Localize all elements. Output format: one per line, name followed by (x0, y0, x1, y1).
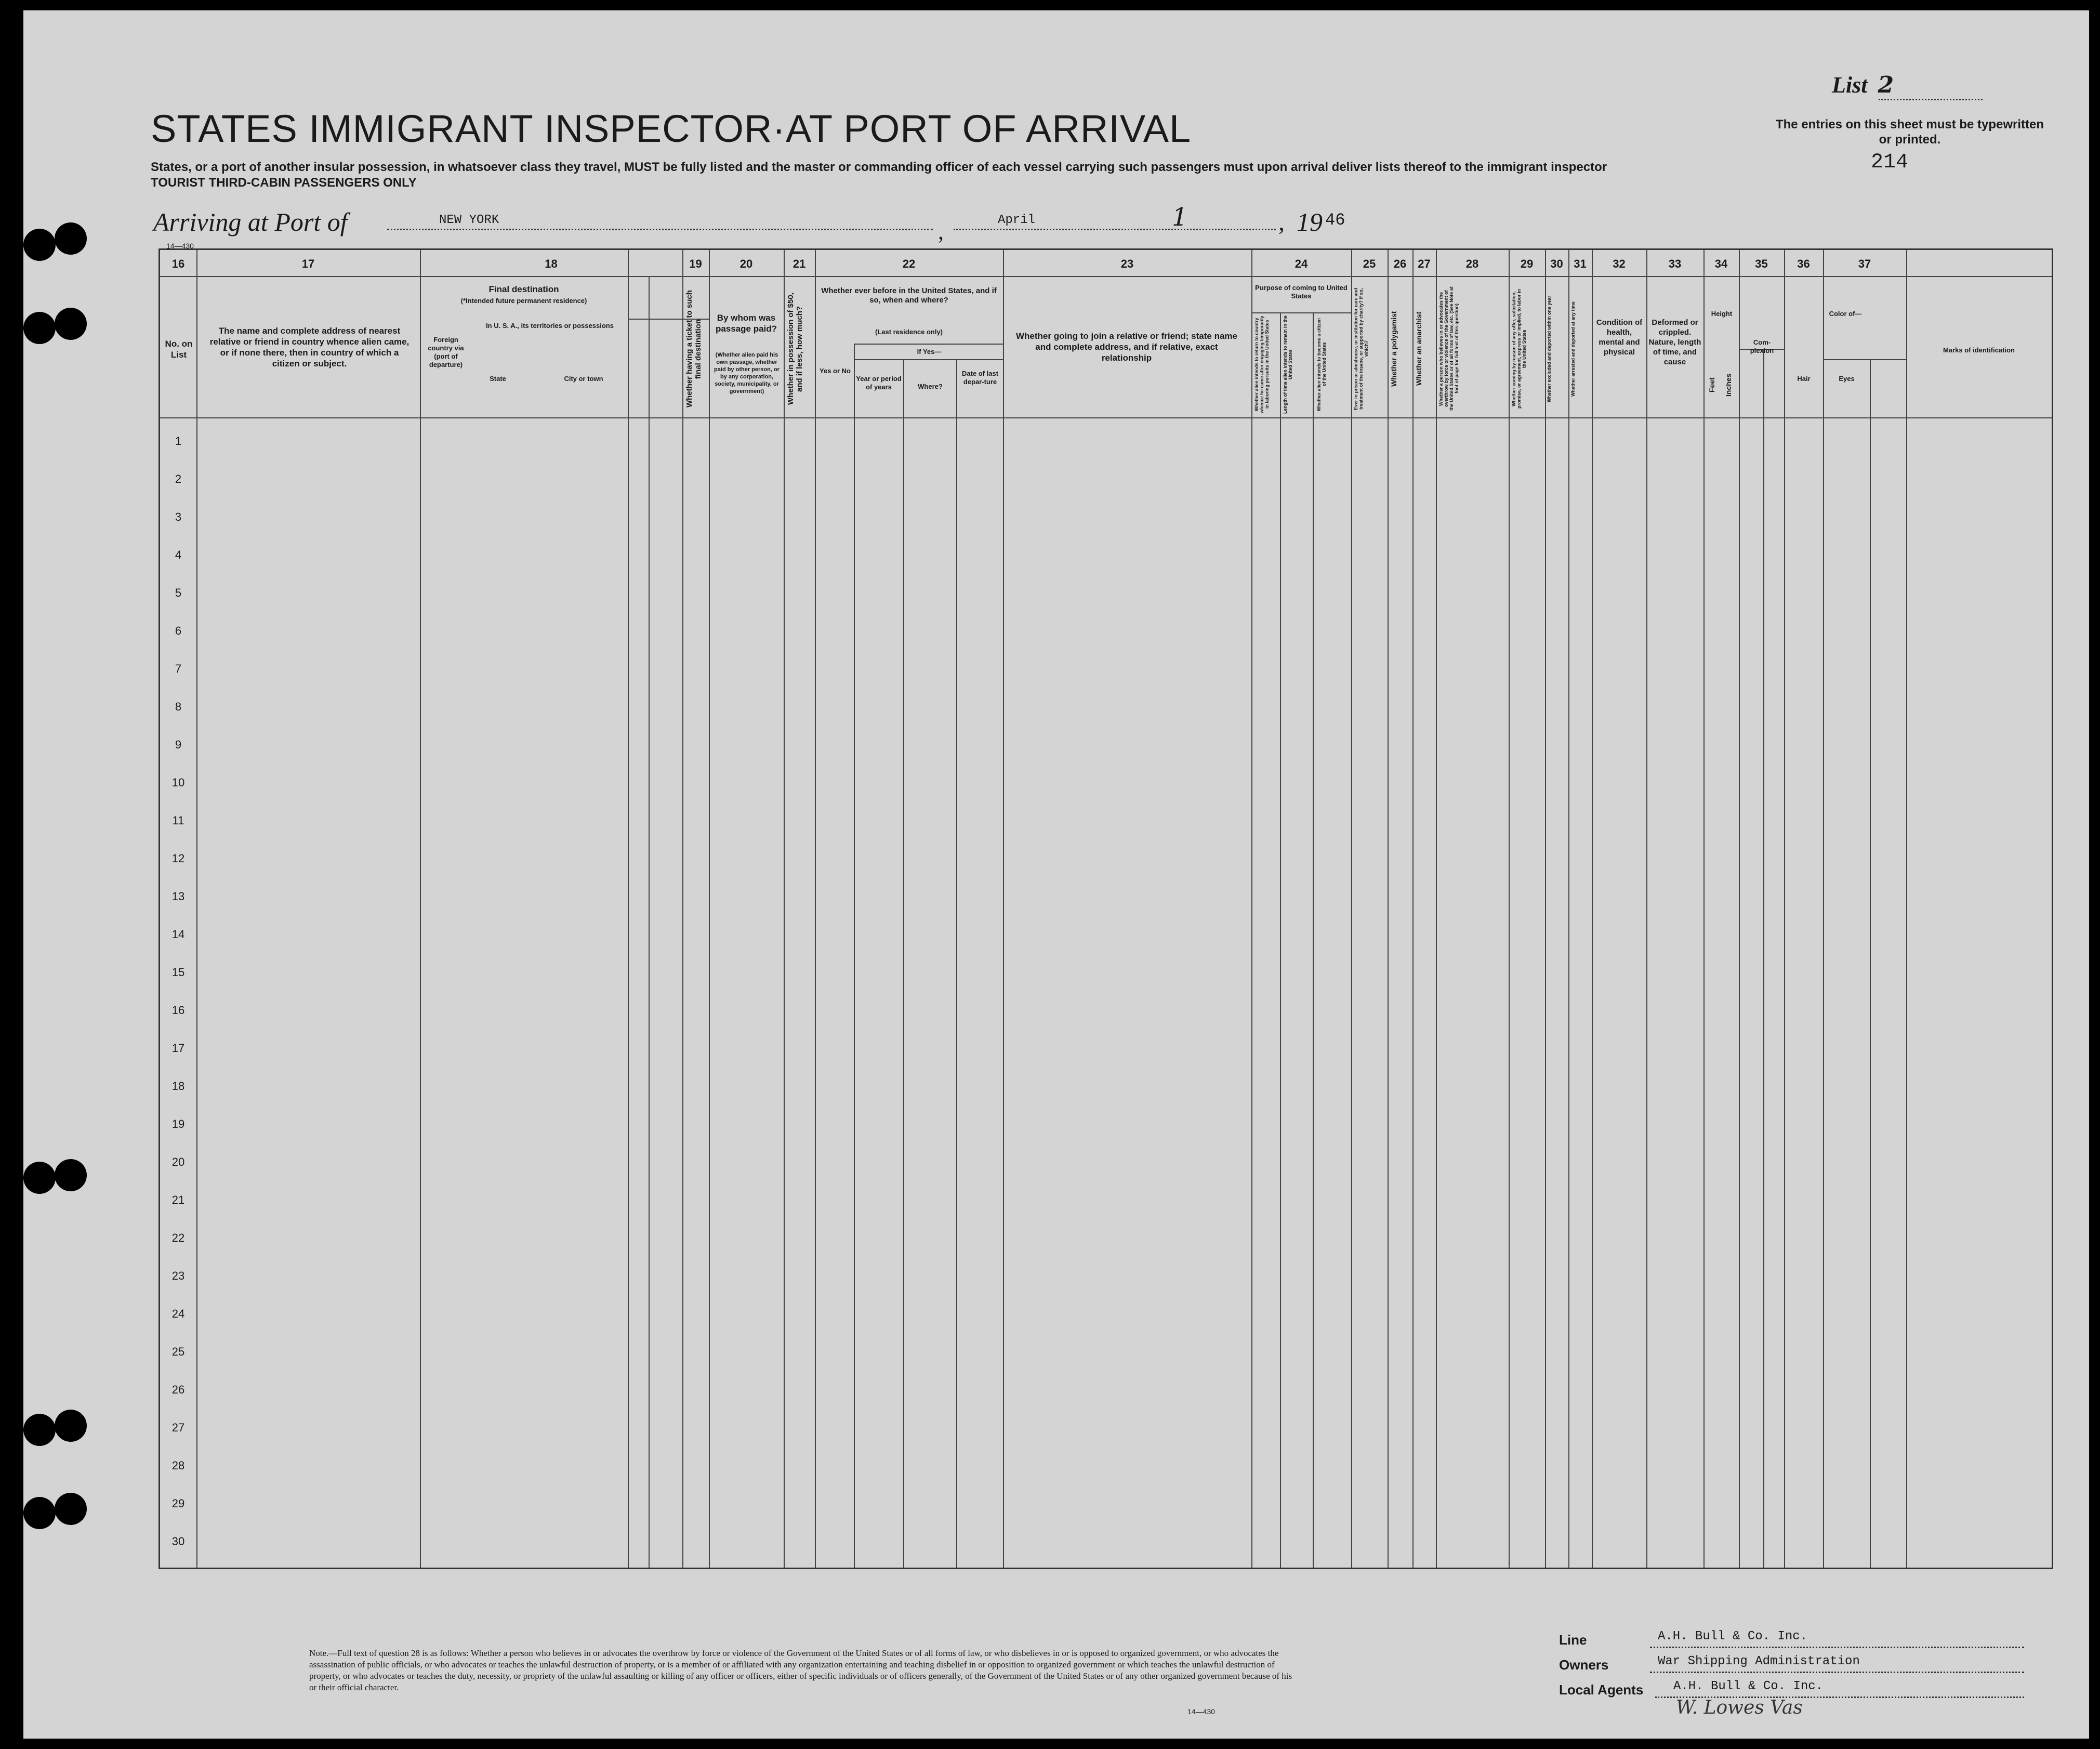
hdr-labor-offer: Whether coming by reason of any offer, solicitation, promise, or agreement, express or implied, to labor in the United States (1511, 288, 1527, 409)
row-number: 23 (171, 1269, 185, 1282)
punch-hole (55, 222, 87, 255)
hdr-feet: Feet (1708, 377, 1716, 393)
punch-hole (55, 1493, 87, 1525)
hdr-destination-sub: (*Intended future permanent residence) (460, 297, 587, 305)
hdr-prison: Ever in prison or almshouse, or institution for care and treatment of the insane, or supported by charity? If so, which? (1353, 287, 1369, 410)
punch-hole (23, 312, 56, 344)
hdr-passage-sub: (Whether alien paid his own passage, whether paid by other person, or by any corporation, society, municipality, or government) (714, 352, 780, 394)
hdr-ticket: Whether having a ticket to such final destination (685, 290, 703, 407)
punch-hole (23, 1414, 56, 1446)
hdr-last-departure: Date of last depar-ture (961, 370, 999, 386)
row-number: 12 (171, 852, 185, 865)
owners-label: Owners (1559, 1657, 1609, 1673)
colnum-19: 19 (689, 257, 702, 270)
list-label: List (1832, 72, 1868, 98)
hdr-purpose-citizen: Whether alien intends to become a citizen of the United States (1316, 318, 1327, 411)
day-value: 1 (1172, 203, 1188, 232)
row-number: 5 (175, 586, 182, 599)
port-line (387, 229, 933, 230)
colnum-32: 32 (1613, 257, 1626, 270)
row-number: 1 (175, 435, 182, 448)
punch-hole (23, 1497, 56, 1529)
colnum-31: 31 (1574, 257, 1587, 270)
row-number: 14 (171, 928, 185, 941)
row-number: 28 (171, 1459, 185, 1472)
colnum-21: 21 (793, 257, 806, 270)
colnum-37: 37 (1858, 257, 1871, 270)
list-number (1832, 72, 1894, 98)
row-number: 3 (175, 510, 182, 523)
hdr-inches: Inches (1724, 373, 1733, 397)
hdr-marks: Marks of identification (1943, 346, 2015, 354)
row-number: 30 (171, 1535, 185, 1548)
colnum-24: 24 (1295, 257, 1308, 270)
punch-hole (55, 1159, 87, 1191)
year-suffix: 46 (1325, 211, 1345, 230)
row-number: 13 (171, 890, 185, 903)
arriving-label: Arriving at Port of (153, 207, 348, 236)
row-number: 9 (175, 738, 182, 751)
hdr-overthrow: Whether a person who believes in or advocates the overthrow by force or violence of the Government of the United States or of all forms of law, etc. (See Note at foot of page for full text of this question) (1438, 286, 1459, 411)
colnum-35: 35 (1755, 257, 1768, 270)
manifest-sheet: List 2 The entries on this sheet must be typewritten or printed. 214 STATES IMMIGRANT INSPECTOR·AT PORT OF ARRIVAL States, or a port of another insular possession, in whatsoever class they travel, MUST be fully listed and the master or commanding officer of each vessel carrying such passengers must upon arrival deliver lists thereof to the immigrant inspector TOURIST THIRD-CABIN PASSENGERS ONLY Arriving at Port of NEW YORK , April 1 , 19 46 14—430 16 17 18 19 20 21 22 23 24 25 26 27 28 29 30 31 32 33 34 35 36 37 No. on List The name and complete address of nearest relative or friend in country whence alien came, or if none there, then in country of which a citizen or subject. Final destination (*Intended future permanent residence) Foreign country via (port of departure) In U. S. A., its territories or possessions State City or town Whether having a ticket to such final destination By whom was passage paid? (Whether alien paid his own passage, whether paid by other person, or by any corporation, society, municipality, or government) Whether in possession of $50, and if less, how much? Whether ever before in the United States, and if so, when and where? (Last residence only) If Yes— Yes or No Year or period of years Where? Date of last depar-ture Whether going to join a relative or friend; state name and complete address, and if relative, exact relationship Purpose of coming to United States Whether alien intends to return to country whence he came after engaging temporarily in laboring pursuits in the United States Length of time alien intends to remain in the United States Whether alien intends to become a citizen of the United States Ever in prison or almshouse, or institution for care and treatment of the insane, or supported by charity? If so, which? Whether a polygamist Whether an anarchist Whether a person who believes in or advocates the overthrow by force or violence of the Government of the United States or of all forms of law, etc. (See Note at foot of page for full text of this question) Whether coming by reason of any offer, solicitation, promise, or agreement, express or implied, to labor in the United States Whether excluded and deported within one year Whether arrested and deported at any time Condition of health, mental and physical Deformed or crippled. Nature, length of time, and cause Height Feet Inches Com-plexion Color of— Hair Eyes Marks of identification 1 2 3 4 5 6 7 8 9 10 11 12 13 14 15 16 17 18 19 20 21 22 23 24 25 26 27 28 29 30 Note.—Full text of question 28 is as follows: Whether a person who believes in or advocates the overthrow by force or violence of the Government of the United States or of all forms of law, or who disbelieves in or is opposed to organized government, or who advocates the assassination of public officials, or who advocates or teaches the unlawful destruction of property, or is a member of or affiliated with any organization entertaining and teaching disbelief in or opposition to organized government or which teaches the unlawful destruction of property, or who advocates or teaches the duty, necessity, or propriety of the unlawful assaulting or killing of any officer or officers, either of specific individuals or of officers generally, of the Government of the United States or of any other organized government because of his or their official character. 14—430 Line A.H. Bull & Co. Inc. Owners War Shipping Administration Local Agents A.H. Bull & Co. Inc. W. Lowes Vas (23, 10, 2089, 1739)
header-bottom-rule (160, 417, 2052, 418)
row-number: 18 (171, 1080, 185, 1093)
hdr-relative: The name and complete address of nearest relative or friend in country whence alien came, or if none there, then in country of which a citizen or subject. (209, 326, 410, 369)
row-number: 27 (171, 1421, 185, 1434)
row-number: 24 (171, 1307, 185, 1320)
row-number: 4 (175, 548, 182, 561)
hdr-arrested: Whether arrested and deported at any time (1570, 301, 1576, 397)
colnum-17: 17 (301, 257, 315, 270)
hdr-foreign-country: Foreign country via (port of departure) (428, 336, 464, 369)
colnum-20: 20 (739, 257, 753, 270)
question-28-note (309, 1648, 1297, 1693)
list-value: 2 (1878, 72, 1894, 98)
hdr-purpose-length: Length of time alien intends to remain in the United States (1283, 315, 1293, 414)
hdr-fifty-dollars: Whether in possession of $50, and if less, how much? (786, 293, 804, 405)
hdr-complexion: Com-plexion (1750, 338, 1774, 354)
colnum-34: 34 (1714, 257, 1728, 270)
hdr-year: Year or period of years (856, 375, 902, 391)
hdr-where: Where? (918, 383, 943, 390)
hdr-destination: Final destination (488, 284, 559, 294)
colnum-28: 28 (1465, 257, 1479, 270)
row-number: 7 (175, 662, 182, 675)
hdr-usa: In U. S. A., its territories or possessions (486, 322, 614, 330)
colnum-26: 26 (1393, 257, 1407, 270)
form-number-top: 14—430 (166, 242, 194, 250)
list-underline (1879, 99, 1983, 100)
hdr-height: Height (1711, 310, 1733, 318)
row-number: 10 (171, 776, 185, 789)
colnum-36: 36 (1797, 257, 1810, 270)
page-title: STATES IMMIGRANT INSPECTOR·AT PORT OF ARRIVAL (151, 107, 1192, 150)
colnum-16: 16 (171, 257, 185, 270)
hdr-no-on-list: No. on List (165, 339, 193, 360)
hdr-hair: Hair (1797, 375, 1811, 383)
hdr-anarchist: Whether an anarchist (1415, 311, 1423, 386)
passenger-class: TOURIST THIRD-CABIN PASSENGERS ONLY (151, 176, 417, 190)
row-number: 11 (172, 814, 184, 827)
hdr-join-relative: Whether going to join a relative or friend; state name and complete address, and if relative, exact relationship (1015, 331, 1237, 363)
row-number: 16 (171, 1004, 185, 1017)
colnum-27: 27 (1418, 257, 1431, 270)
hdr-purpose: Purpose of coming to United States (1255, 284, 1348, 300)
hdr-color-of: Color of— (1829, 310, 1862, 318)
hdr-if-yes: If Yes— (917, 348, 942, 356)
colnum-23: 23 (1120, 257, 1134, 270)
row-number: 26 (171, 1383, 185, 1396)
hdr-passage: By whom was passage paid? (715, 313, 777, 334)
manifest-table (159, 248, 2053, 1569)
row-number: 8 (175, 700, 182, 713)
hdr-before-sub: (Last residence only) (875, 328, 943, 336)
hdr-health: Condition of health, mental and physical (1596, 318, 1643, 357)
line-value: A.H. Bull & Co. Inc. (1658, 1629, 1808, 1643)
colnum-29: 29 (1520, 257, 1534, 270)
signature: W. Lowes Vas (1676, 1697, 1803, 1718)
agents-value: A.H. Bull & Co. Inc. (1673, 1679, 1824, 1693)
date-line (954, 229, 1276, 230)
form-number-bottom: 14—430 (1187, 1707, 1215, 1716)
row-number: 15 (171, 966, 185, 979)
hdr-before: Whether ever before in the United States, and if so, when and where? (821, 286, 997, 305)
typewriter-note: The entries on this sheet must be typewritten or printed. (1775, 117, 2044, 147)
hdr-purpose-return: Whether alien intends to return to country whence he came after engaging temporarily in laboring pursuits in the United States (1254, 315, 1270, 413)
colnum-25: 25 (1363, 257, 1376, 270)
row-number: 6 (175, 624, 182, 637)
port-value: NEW YORK (439, 213, 499, 227)
row-number: 2 (175, 472, 182, 485)
header-rule (160, 276, 2052, 277)
punch-hole (23, 1162, 56, 1194)
note-text: —Full text of question 28 is as follows: Whether a person who believes in or advocates the overthrow by force or violence of the Government of the United States or of all forms of law, or who disbelieves in or is opposed to organized government, or who advocates the assassination of public officials, or who advocates or teaches the unlawful destruction of property, or is a member of or affiliated with any organization entertaining and teaching disbelief in or opposition to organized government or which teaches the unlawful destruction of property, or who advocates or teaches the duty, necessity, or propriety of the unlawful assaulting or killing of any officer or officers, either of specific individuals or of officers generally, of the Government of the United States or of any other organized government because of his or their official character. (309, 1648, 1292, 1692)
hdr-eyes: Eyes (1839, 375, 1855, 383)
colnum-30: 30 (1550, 257, 1563, 270)
note-label: Note. (309, 1648, 329, 1658)
line-label: Line (1559, 1632, 1587, 1648)
month-value: April (998, 213, 1036, 227)
punch-hole (55, 1410, 87, 1442)
row-number: 25 (171, 1345, 185, 1358)
hdr-state: State (490, 375, 506, 383)
row-number: 20 (171, 1155, 185, 1168)
owners-value: War Shipping Administration (1658, 1654, 1860, 1668)
sheet-number: 214 (1871, 151, 1909, 174)
colnum-18: 18 (545, 257, 558, 270)
row-number: 22 (171, 1231, 185, 1244)
punch-hole (23, 229, 56, 261)
hdr-polygamist: Whether a polygamist (1390, 311, 1398, 387)
punch-hole (55, 308, 87, 340)
hdr-deformed: Deformed or crippled. Nature, length of time, and cause (1648, 318, 1701, 366)
hdr-yes-no: Yes or No (820, 367, 851, 375)
colnum-22: 22 (902, 257, 916, 270)
agents-label: Local Agents (1559, 1682, 1644, 1698)
row-number: 17 (171, 1042, 185, 1055)
row-number: 29 (171, 1497, 185, 1510)
colnum-33: 33 (1668, 257, 1682, 270)
page-subtitle: States, or a port of another insular possession, in whatsoever class they travel, MUST be fully listed and the master or commanding officer of each vessel carrying such passengers must upon arrival deliver lists thereof to the immigrant inspector (151, 160, 1607, 174)
hdr-city: City or town (564, 375, 603, 383)
row-number: 21 (171, 1193, 185, 1206)
hdr-excluded: Whether excluded and deported within one year (1547, 295, 1552, 402)
row-number: 19 (171, 1117, 185, 1130)
year-prefix: 19 (1297, 207, 1323, 236)
